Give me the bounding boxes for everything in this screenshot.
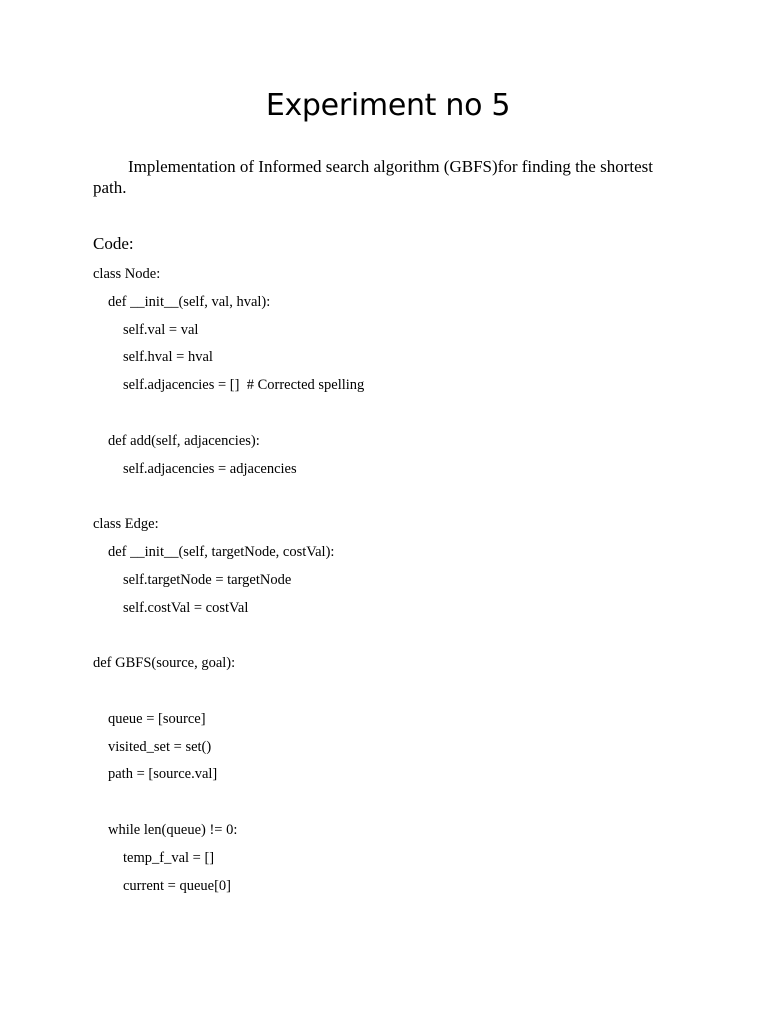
code-heading: Code: xyxy=(93,234,134,253)
intro-text: Implementation of Informed search algorithm (GBFS)for finding the shortest path. xyxy=(93,157,653,197)
code-blank-line xyxy=(93,680,693,708)
code-line: while len(queue) != 0: xyxy=(108,821,238,838)
code-line: class Edge: xyxy=(93,516,159,533)
code-line: self.val = val xyxy=(123,321,199,338)
intro-paragraph xyxy=(93,156,653,198)
code-blank-line xyxy=(93,485,693,513)
code-line: path = [source.val] xyxy=(108,766,218,783)
code-block xyxy=(93,263,693,902)
code-line: self.adjacencies = [] # Corrected spelling xyxy=(123,377,365,394)
code-line: def __init__(self, val, hval): xyxy=(108,293,271,310)
code-line: def add(self, adjacencies): xyxy=(108,432,260,449)
page-title: Experiment no 5 xyxy=(265,88,511,123)
code-blank-line xyxy=(93,791,693,819)
code-blank-line xyxy=(93,402,693,430)
code-line: current = queue[0] xyxy=(123,877,232,894)
code-line: self.costVal = costVal xyxy=(123,599,249,616)
code-line: def GBFS(source, goal): xyxy=(93,655,236,672)
code-blank-line xyxy=(93,624,693,652)
code-line: visited_set = set() xyxy=(108,738,212,755)
code-line: queue = [source] xyxy=(108,710,206,727)
code-line: class Node: xyxy=(93,266,161,282)
code-line: self.adjacencies = adjacencies xyxy=(123,460,297,477)
code-line: self.targetNode = targetNode xyxy=(123,571,292,588)
code-line: self.hval = hval xyxy=(123,349,213,366)
code-line: def __init__(self, targetNode, costVal): xyxy=(108,543,335,560)
code-line: temp_f_val = [] xyxy=(123,849,215,866)
